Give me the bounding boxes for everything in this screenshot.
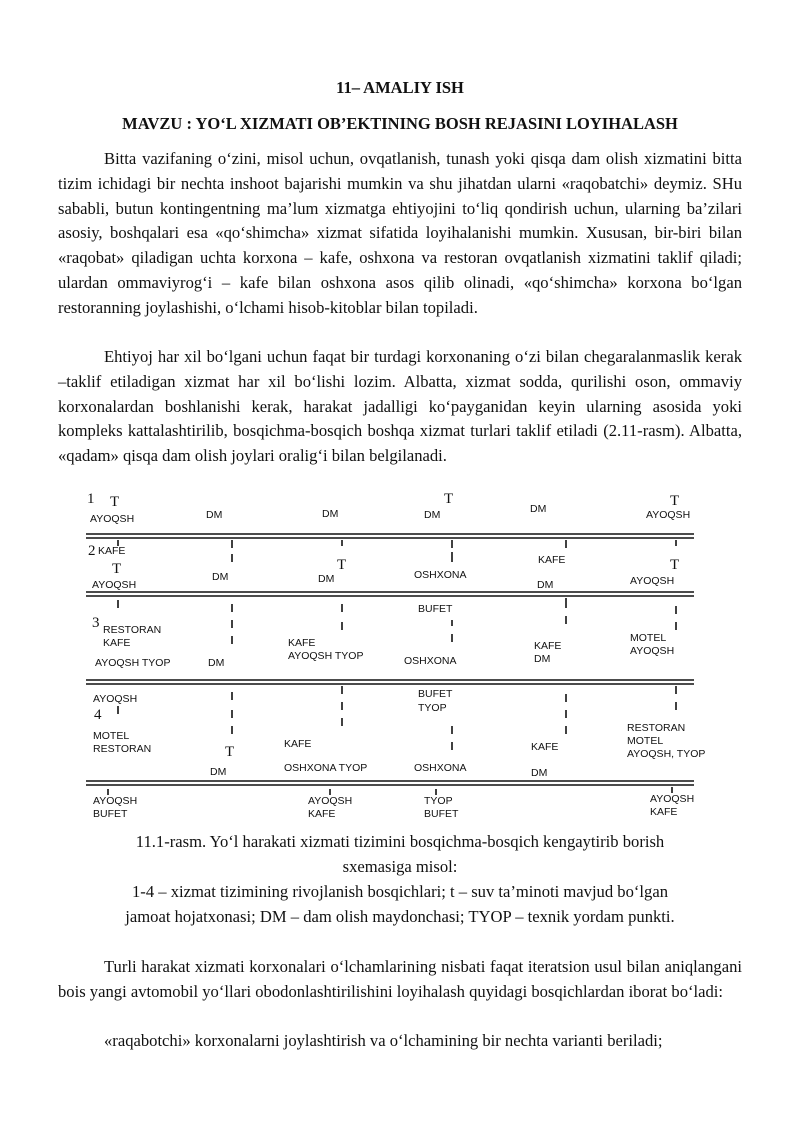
stage-number-4: 4 [94, 707, 102, 723]
stage-number-1: 1 [87, 491, 95, 507]
stage3-kafe-left: KAFE [103, 637, 131, 649]
bottom-ayoqsh-1: AYOQSH [93, 795, 138, 807]
stage-number-3: 3 [92, 615, 100, 631]
stage2-ayoqsh-left: AYOQSH [92, 579, 137, 591]
bottom-bufet-3: BUFET [424, 808, 459, 820]
figure-caption-line-1: 11.1-rasm. Yo‘l harakati xizmati tizimini bosqichma-bosqich kengaytirib borish [135, 832, 665, 851]
page-topic: MAVZU : YO‘L XIZMATI OB’EKTINING BOSH REJASINI LOYIHALASH [122, 114, 678, 133]
figure-caption-line-3: 1-4 – xizmat tizimining rivojlanish bosqichlari; t – suv ta’minoti mavjud bo‘lgan [132, 882, 668, 901]
stage4-dm-1: DM [210, 766, 227, 778]
toilet-mark: T [670, 557, 680, 573]
toilet-mark: T [112, 561, 122, 577]
stage2-kafe-right: KAFE [538, 554, 566, 566]
stage2-ayoqsh-right: AYOQSH [630, 575, 675, 587]
stage4-restoran: RESTORAN [93, 743, 152, 755]
connector-ticks [108, 540, 676, 795]
stage3-dm-2: DM [534, 653, 551, 665]
stage4-tyop: TYOP [418, 702, 447, 714]
paragraph-4: «raqabotchi» korxonalarni joylashtirish va o‘lchamining bir nechta varianti beriladi; [104, 1031, 663, 1050]
stage4-ayoqsh-left: AYOQSH [93, 693, 138, 705]
service-stages-diagram [0, 486, 800, 826]
bottom-kafe-2: KAFE [308, 808, 336, 820]
bottom-ayoqsh-2: AYOQSH [308, 795, 353, 807]
bottom-tyop-3: TYOP [424, 795, 453, 807]
stage1-dm-4: DM [530, 503, 547, 515]
page-heading: 11– AMALIY ISH [336, 78, 464, 97]
stage1-ayoqsh-right: AYOQSH [646, 509, 691, 521]
toilet-mark: T [110, 494, 120, 510]
stage1-dm-2: DM [322, 508, 339, 520]
bottom-ayoqsh-4: AYOQSH [650, 793, 695, 805]
stage4-ayoqsh-tyop: AYOQSH, TYOP [627, 748, 706, 760]
stage3-ayoqsh-tyop-mid: AYOQSH TYOP [288, 650, 364, 662]
stage4-oshxona: OSHXONA [414, 762, 467, 774]
stage4-kafe-mid: KAFE [284, 738, 312, 750]
stage4-restoran-right: RESTORAN [627, 722, 686, 734]
road-lines [86, 534, 694, 785]
stage4-motel-right: MOTEL [627, 735, 664, 747]
stage3-bufet: BUFET [418, 603, 453, 615]
paragraph-2: Ehtiyoj har xil bo‘lgani uchun faqat bir turdagi korxonaning o‘zi bilan chegaralanmaslik kerak –taklif etiladigan xizmat har xil bo‘lishi lozim. Albatta, xizmat sodda, qurilishi oson, ommaviy korxonalardan boshlanishi kerak, harakat jadalligi ko‘payganidan keyin ularning asosida yoki kompleks kattalashtirilib, bosqichma-bosqich boshqa xizmat turlari taklif etiladi (2.11-rasm). Albatta, «qadam» qisqa dam olish joylari oralig‘i bilan belgilanadi. [58, 347, 742, 466]
stage3-ayoqsh-right: AYOQSH [630, 645, 675, 657]
stage2-dm-1: DM [212, 571, 229, 583]
stage1-dm-1: DM [206, 509, 223, 521]
stage4-dm-2: DM [531, 767, 548, 779]
stage4-motel: MOTEL [93, 730, 130, 742]
stage1-ayoqsh-left: AYOQSH [90, 513, 135, 525]
paragraph-1: Bitta vazifaning o‘zini, misol uchun, ovqatlanish, tunash yoki qisqa dam olish xizmatini bitta tizim ichidagi bir nechta inshoot bajarishi mumkin va shu jihatdan ularni «raqobatchi» deymiz. SHu sababli, butun kontingentning ma’lum xizmatga ehtiyojini to‘liq qondirish uchun, ularning ba’zilari asosiy, boshqalari esa «qo‘shimcha» xizmat sifatida loyihalanishi mumkin. Xususan, bir-biri bilan «raqobat» qiladigan uchta korxona – kafe, oshxona va restoran ovqatlanish xizmatini taklif qiladi; ulardan ommaviyrog‘i – kafe bilan oshxona asos qilib olinadi, «qo‘shimcha» korxona bo‘lgan restoranning joylashishi, o‘lchami hisob-kitoblar bilan topiladi. [58, 149, 742, 317]
stage2-dm-3: DM [537, 579, 554, 591]
bottom-kafe-4: KAFE [650, 806, 678, 818]
stage3-ayoqsh-tyop: AYOQSH TYOP [95, 657, 171, 669]
toilet-mark: T [337, 557, 347, 573]
stage2-oshxona: OSHXONA [414, 569, 467, 581]
stage3-oshxona: OSHXONA [404, 655, 457, 667]
stage3-kafe-mid: KAFE [288, 637, 316, 649]
stage3-motel: MOTEL [630, 632, 667, 644]
stage3-dm-1: DM [208, 657, 225, 669]
stage3-kafe-right: KAFE [534, 640, 562, 652]
stage4-oshxona-tyop: OSHXONA TYOP [284, 762, 368, 774]
stage1-dm-3: DM [424, 509, 441, 521]
stage3-restoran: RESTORAN [103, 624, 162, 636]
stage-number-2: 2 [88, 543, 96, 559]
stage4-bufet: BUFET [418, 688, 453, 700]
toilet-mark: T [670, 493, 680, 509]
figure-caption-line-2: sxemasiga misol: [342, 857, 458, 876]
stage2-dm-2: DM [318, 573, 335, 585]
bottom-bufet-1: BUFET [93, 808, 128, 820]
figure-caption-line-4: jamoat hojatxonasi; DM – dam olish maydonchasi; TYOP – texnik yordam punkti. [125, 907, 675, 926]
stage4-kafe-right: KAFE [531, 741, 559, 753]
toilet-mark: T [225, 744, 235, 760]
stage2-kafe-left: KAFE [98, 545, 126, 557]
toilet-mark: T [444, 491, 454, 507]
paragraph-3: Turli harakat xizmati korxonalari o‘lchamlarining nisbati faqat iteratsion usul bilan aniqlangani bois yangi avtomobil yo‘llari obodonlashtirilishini loyihalash quyidagi bosqichlardan iborat bo‘ladi: [58, 957, 742, 1001]
